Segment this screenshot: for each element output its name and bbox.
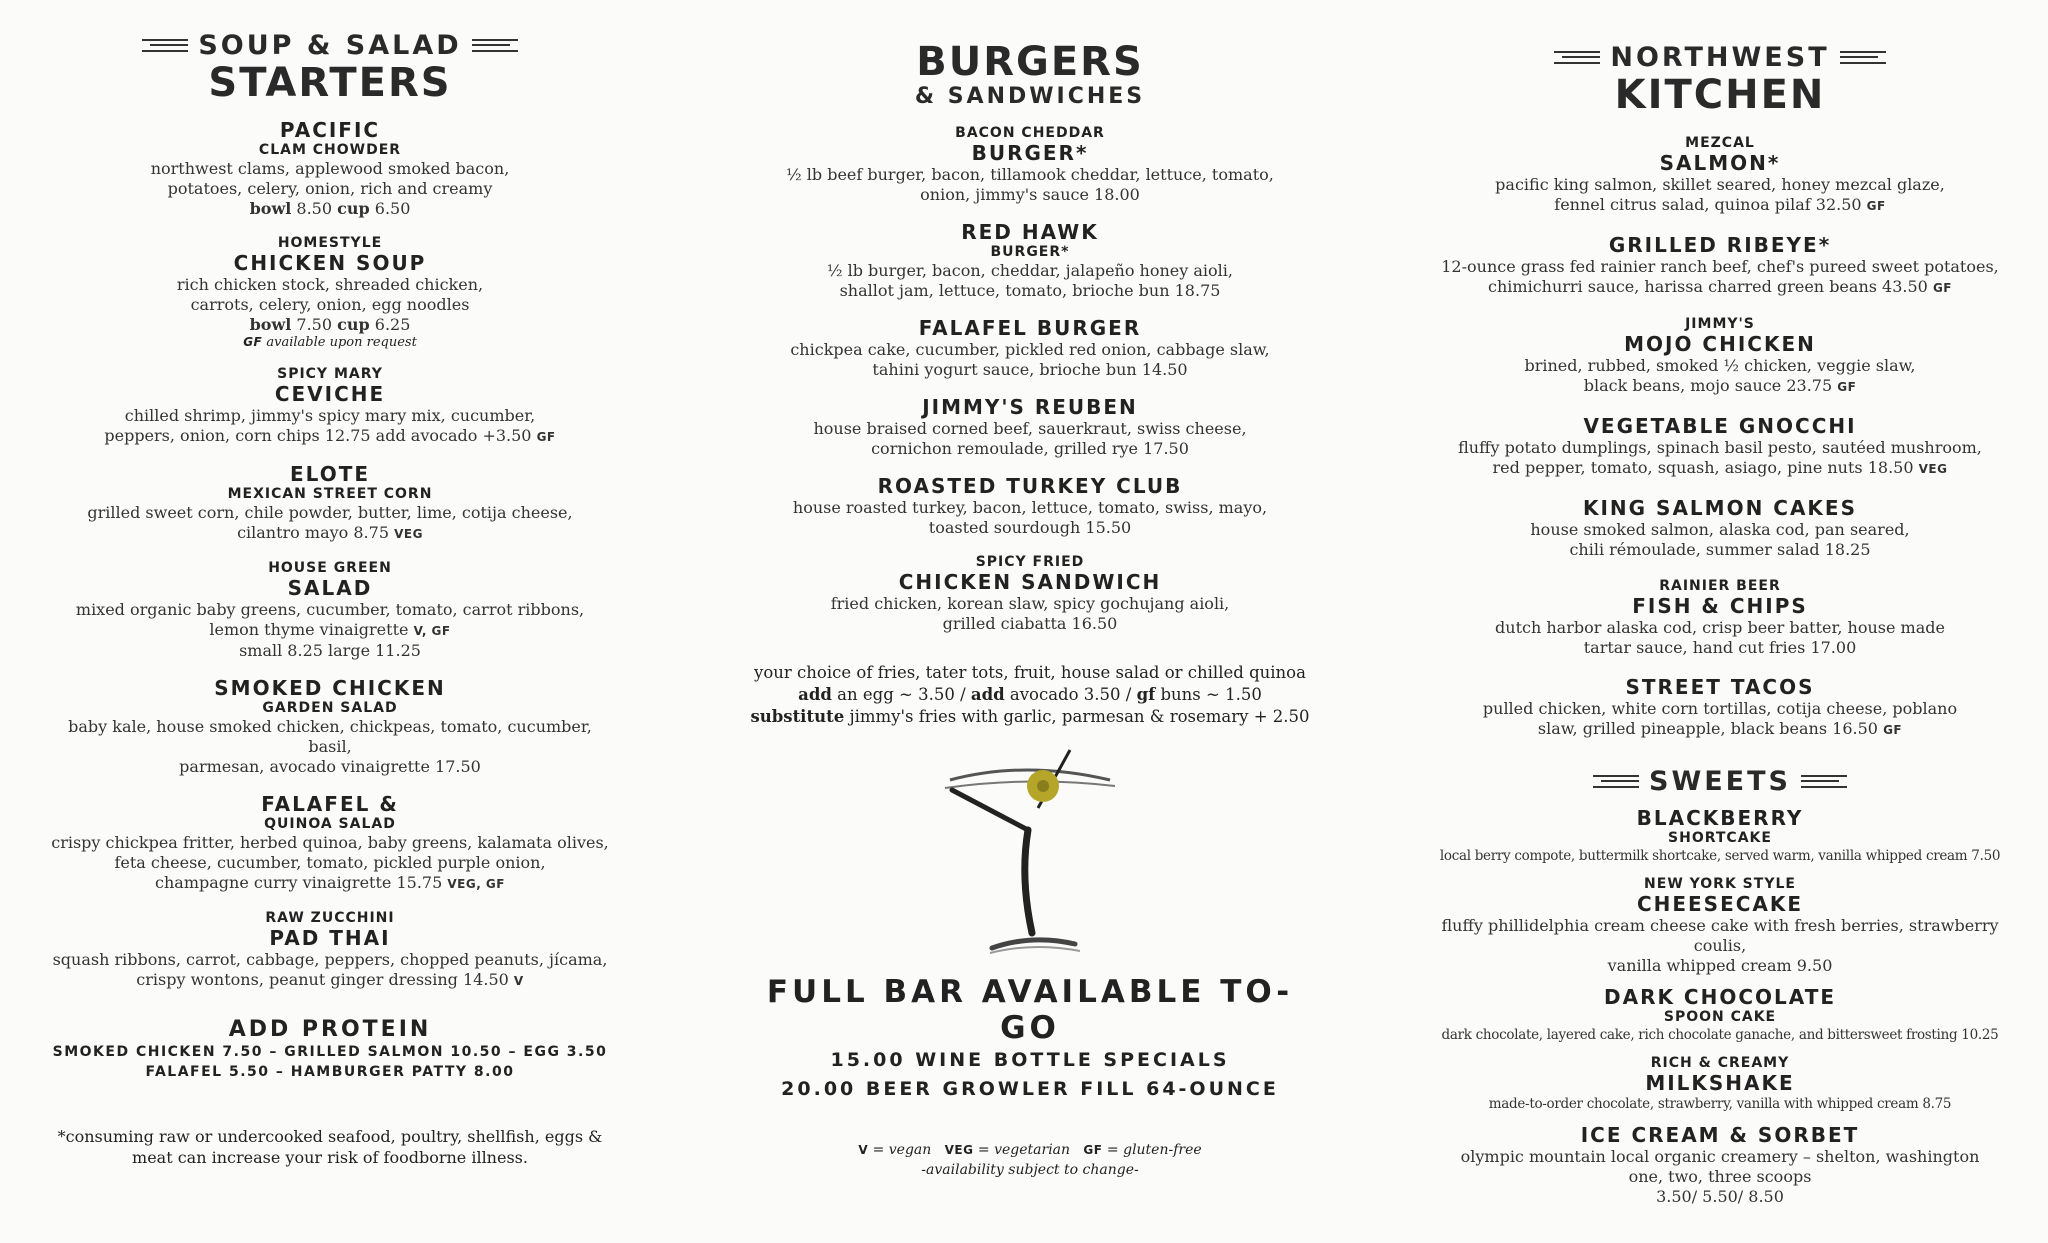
soup-salad-column xyxy=(40,0,620,1168)
description-line: tahini yogurt sauce, brioche bun 14.50 xyxy=(872,360,1188,379)
item-description xyxy=(40,641,620,661)
diet-tag: VEG xyxy=(1918,462,1948,476)
description-line: made-to-order chocolate, strawberry, vanilla with whipped cream 8.75 xyxy=(1488,1096,1952,1112)
diet-tag: V xyxy=(513,974,524,988)
item-prefix: RICH & CREAMY xyxy=(1650,1055,1790,1071)
item-description xyxy=(750,518,1310,538)
item-description xyxy=(1420,438,2020,458)
item-description xyxy=(750,281,1310,301)
item-name: PACIFIC xyxy=(279,118,381,142)
item-description xyxy=(1420,847,2020,866)
diet-tag: VEG, GF xyxy=(447,877,505,891)
description-line: peppers, onion, corn chips 12.75 add avocado +3.50 xyxy=(104,426,532,445)
item-subtitle: QUINOA SALAD xyxy=(264,816,396,832)
menu-item xyxy=(40,560,620,661)
diet-tag: GF xyxy=(1883,723,1903,737)
kitchen-list xyxy=(1420,135,2020,740)
description-line: olympic mountain local organic creamery – shelton, washington xyxy=(1460,1147,1980,1166)
keyword: add xyxy=(798,685,832,704)
item-description xyxy=(750,614,1310,634)
description-line: fried chicken, korean slaw, spicy gochujang aioli, xyxy=(830,594,1230,613)
item-name: GRILLED RIBEYE* xyxy=(1608,233,1832,257)
description-line: crispy wontons, peanut ginger dressing 14.50 xyxy=(136,970,509,989)
diet-tag: GF xyxy=(536,430,556,444)
item-prefix: MEZCAL xyxy=(1685,135,1755,151)
item-subtitle: SHORTCAKE xyxy=(1668,830,1772,846)
item-name: BURGER* xyxy=(971,141,1089,165)
description-line: crispy chickpea fritter, herbed quinoa, baby greens, kalamata olives, xyxy=(51,833,609,852)
description-line: onion, jimmy's sauce 18.00 xyxy=(920,185,1140,204)
item-name: KING SALMON CAKES xyxy=(1582,496,1857,520)
item-name: SALMON* xyxy=(1659,151,1781,175)
description-line: red pepper, tomato, squash, asiago, pine nuts 18.50 xyxy=(1492,458,1914,477)
add-ons-line xyxy=(750,684,1310,706)
item-subtitle: GARDEN SALAD xyxy=(262,700,398,716)
item-description xyxy=(40,873,620,894)
description-line: cornichon remoulade, grilled rye 17.50 xyxy=(871,439,1189,458)
item-description xyxy=(40,757,620,777)
soup-salad-header: SOUP & SALAD xyxy=(40,30,620,61)
item-prefix: BACON CHEDDAR xyxy=(955,125,1105,141)
menu-item xyxy=(1420,1124,2020,1207)
item-description xyxy=(40,620,620,641)
item-description xyxy=(1420,956,2020,976)
header-dash-icon xyxy=(142,39,188,52)
item-description xyxy=(1420,520,2020,540)
item-description xyxy=(40,717,620,757)
menu-item xyxy=(750,396,1310,459)
diet-tag: GF xyxy=(243,335,263,349)
item-description xyxy=(1420,277,2020,298)
growler-line: 20.00 BEER GROWLER FILL 64-OUNCE xyxy=(781,1078,1279,1100)
header-dash-icon xyxy=(472,39,518,52)
item-description xyxy=(1420,257,2020,277)
item-subtitle: MEXICAN STREET CORN xyxy=(227,486,433,502)
menu-item xyxy=(750,221,1310,301)
price-value: 7.50 xyxy=(296,315,333,334)
description-line: rich chicken stock, shreaded chicken, xyxy=(176,275,484,294)
diet-tag: GF xyxy=(1932,281,1952,295)
item-description xyxy=(1420,458,2020,479)
starters-title: STARTERS xyxy=(208,60,452,106)
menu-item xyxy=(40,235,620,350)
item-description xyxy=(1420,1095,2020,1114)
menu-item xyxy=(40,463,620,544)
header-dash-icon xyxy=(1801,775,1847,788)
description-line: fennel citrus salad, quinoa pilaf 32.50 xyxy=(1554,195,1862,214)
item-description xyxy=(1420,719,2020,740)
price-label: bowl xyxy=(249,199,292,218)
diet-legend: V = vegan VEG = vegetarian GF = gluten-free -availability subject to change- xyxy=(750,1140,1310,1180)
menu-item xyxy=(1420,876,2020,976)
item-description xyxy=(750,594,1310,614)
description-line: local berry compote, buttermilk shortcake, served warm, vanilla whipped cream 7.50 xyxy=(1439,848,2001,864)
item-description xyxy=(750,185,1310,205)
sweets-list xyxy=(1420,807,2020,1207)
protein-line: FALAFEL 5.50 – HAMBURGER PATTY 8.00 xyxy=(145,1064,515,1080)
item-name: FALAFEL & xyxy=(261,792,399,816)
item-description xyxy=(40,503,620,523)
item-description xyxy=(40,853,620,873)
item-description xyxy=(750,439,1310,459)
description-line: carrots, celery, onion, egg noodles xyxy=(190,295,470,314)
wine-special-line: 15.00 WINE BOTTLE SPECIALS xyxy=(830,1049,1230,1071)
menu-item xyxy=(1420,986,2020,1045)
description-line: house roasted turkey, bacon, lettuce, tomato, swiss, mayo, xyxy=(792,498,1268,517)
item-description xyxy=(1420,638,2020,658)
item-prefix: HOMESTYLE xyxy=(277,235,383,251)
item-name: ELOTE xyxy=(290,462,370,486)
description-line: shallot jam, lettuce, tomato, brioche bun 18.75 xyxy=(839,281,1221,300)
price-label: cup xyxy=(337,315,370,334)
diet-tag: VEG xyxy=(394,527,423,541)
burgers-list xyxy=(750,125,1310,634)
choice-text: avocado 3.50 / xyxy=(1004,685,1137,704)
keyword: substitute xyxy=(750,707,845,726)
diet-tag: GF xyxy=(1837,380,1857,394)
diet-tag: V, GF xyxy=(413,624,451,638)
martini-glass-icon xyxy=(930,748,1130,958)
substitute-line xyxy=(750,706,1310,728)
item-name: BLACKBERRY xyxy=(1636,806,1804,830)
description-line: toasted sourdough 15.50 xyxy=(928,518,1132,537)
menu-item xyxy=(1420,578,2020,658)
description-line: chilled shrimp, jimmy's spicy mary mix, cucumber, xyxy=(124,406,536,425)
description-line: 3.50/ 5.50/ 8.50 xyxy=(1656,1187,1784,1206)
menu-item xyxy=(1420,497,2020,560)
description-line: black beans, mojo sauce 23.75 xyxy=(1583,376,1833,395)
description-line: chili rémoulade, summer salad 18.25 xyxy=(1569,540,1871,559)
kitchen-column xyxy=(1420,0,2020,1207)
item-description xyxy=(1420,540,2020,560)
item-description xyxy=(1420,618,2020,638)
header-dash-icon xyxy=(1593,775,1639,788)
protein-line: SMOKED CHICKEN 7.50 – GRILLED SALMON 10.50 – EGG 3.50 xyxy=(52,1044,608,1060)
description-line: baby kale, house smoked chicken, chickpeas, tomato, cucumber, basil, xyxy=(68,717,592,756)
item-prefix: HOUSE GREEN xyxy=(268,560,392,576)
description-line: fluffy potato dumplings, spinach basil pesto, sautéed mushroom, xyxy=(1458,438,1982,457)
price-label: cup xyxy=(337,199,370,218)
description-line: slaw, grilled pineapple, black beans 16.50 xyxy=(1537,719,1878,738)
kitchen-title: KITCHEN xyxy=(1614,72,1826,118)
item-name: MOJO CHICKEN xyxy=(1624,332,1816,356)
description-line: chimichurri sauce, harissa charred green beans 43.50 xyxy=(1488,277,1928,296)
item-name: MILKSHAKE xyxy=(1645,1071,1795,1095)
item-description xyxy=(40,275,620,295)
item-price xyxy=(40,199,620,219)
description-line: squash ribbons, carrot, cabbage, peppers, chopped peanuts, jícama, xyxy=(52,950,608,969)
diet-tag: GF xyxy=(1866,199,1886,213)
menu-item xyxy=(750,475,1310,538)
item-description xyxy=(40,426,620,447)
item-name: SALAD xyxy=(287,576,373,600)
item-description xyxy=(40,833,620,853)
description-line: northwest clams, applewood smoked bacon, xyxy=(150,159,510,178)
item-name: CHICKEN SOUP xyxy=(233,251,427,275)
item-prefix: RAW ZUCCHINI xyxy=(265,910,395,926)
description-line: pulled chicken, white corn tortillas, cotija cheese, poblano xyxy=(1482,699,1958,718)
menu-item xyxy=(750,554,1310,634)
item-name: DARK CHOCOLATE xyxy=(1603,985,1836,1009)
description-line: vanilla whipped cream 9.50 xyxy=(1607,956,1833,975)
item-prefix: JIMMY'S xyxy=(1685,316,1755,332)
item-prefix: NEW YORK STYLE xyxy=(1644,876,1796,892)
description-line: fluffy phillidelphia cream cheese cake with fresh berries, strawberry coulis, xyxy=(1441,916,1999,955)
menu-item xyxy=(1420,415,2020,479)
description-line: parmesan, avocado vinaigrette 17.50 xyxy=(179,757,481,776)
sides-choice: your choice of fries, tater tots, fruit, house salad or chilled quinoa add an egg ~ 3.50 / add avocado 3.50 / gf buns ~ 1.50 substitute jimmy's fries with garlic, parmesan & rosemary + 2.50 xyxy=(750,663,1310,726)
menu-item xyxy=(1420,316,2020,397)
starters-list xyxy=(40,119,620,991)
burgers-title: BURGERS xyxy=(916,39,1144,85)
item-subtitle: BURGER* xyxy=(990,244,1070,260)
item-name: FISH & CHIPS xyxy=(1632,594,1808,618)
item-name: JIMMY'S REUBEN xyxy=(922,395,1138,419)
item-name: SMOKED CHICKEN xyxy=(214,676,446,700)
description-line: house braised corned beef, sauerkraut, swiss cheese, xyxy=(813,419,1247,438)
item-name: CHICKEN SANDWICH xyxy=(898,570,1162,594)
item-description xyxy=(1420,175,2020,195)
add-protein-title: ADD PROTEIN xyxy=(228,1017,432,1042)
item-description xyxy=(1420,195,2020,216)
header-dash-icon xyxy=(1554,51,1600,64)
item-description xyxy=(40,950,620,970)
price-label: bowl xyxy=(249,315,292,334)
description-line: ½ lb burger, bacon, cheddar, jalapeño honey aioli, xyxy=(826,261,1233,280)
description-line: lemon thyme vinaigrette xyxy=(209,620,409,639)
item-description xyxy=(750,261,1310,281)
description-line: house smoked salmon, alaska cod, pan seared, xyxy=(1530,520,1910,539)
item-name: VEGETABLE GNOCCHI xyxy=(1583,414,1857,438)
menu-item xyxy=(40,366,620,447)
item-description xyxy=(750,498,1310,518)
menu-item xyxy=(1420,135,2020,216)
item-description xyxy=(750,419,1310,439)
item-description xyxy=(1420,916,2020,956)
description-line: chickpea cake, cucumber, pickled red onion, cabbage slaw, xyxy=(790,340,1270,359)
northwest-header: NORTHWEST xyxy=(1420,42,2020,73)
item-name: STREET TACOS xyxy=(1625,675,1815,699)
choice-text: jimmy's fries with garlic, parmesan & rosemary + 2.50 xyxy=(844,707,1310,726)
header-dash-icon xyxy=(1840,51,1886,64)
item-note xyxy=(40,335,620,350)
item-description xyxy=(1420,1167,2020,1187)
item-name: RED HAWK xyxy=(961,220,1099,244)
description-line: grilled ciabatta 16.50 xyxy=(942,614,1118,633)
full-bar-title: FULL BAR AVAILABLE TO-GO xyxy=(766,974,1294,1046)
menu-item xyxy=(750,317,1310,380)
description-line: 12-ounce grass fed rainier ranch beef, chef's pureed sweet potatoes, xyxy=(1441,257,1999,276)
item-name: PAD THAI xyxy=(269,926,391,950)
menu-item xyxy=(40,793,620,894)
item-name: CHEESECAKE xyxy=(1636,892,1804,916)
menu-item xyxy=(1420,1055,2020,1114)
item-description xyxy=(1420,356,2020,376)
item-description xyxy=(750,165,1310,185)
description-line: cilantro mayo 8.75 xyxy=(237,523,389,542)
description-line: dutch harbor alaska cod, crisp beer batter, house made xyxy=(1495,618,1945,637)
price-value: 6.25 xyxy=(374,315,411,334)
menu-item xyxy=(750,125,1310,205)
menu-item xyxy=(40,677,620,777)
item-description xyxy=(40,523,620,544)
sandwiches-subtitle: & SANDWICHES xyxy=(914,84,1146,109)
item-name: ICE CREAM & SORBET xyxy=(1580,1123,1860,1147)
item-subtitle: SPOON CAKE xyxy=(1663,1009,1777,1025)
item-name: FALAFEL BURGER xyxy=(918,316,1142,340)
choice-text: an egg ~ 3.50 / xyxy=(831,685,971,704)
item-prefix: SPICY FRIED xyxy=(975,554,1085,570)
description-line: feta cheese, cucumber, tomato, pickled purple onion, xyxy=(114,853,546,872)
item-description xyxy=(40,600,620,620)
item-description xyxy=(750,360,1310,380)
burgers-column xyxy=(750,0,1310,1180)
description-line: small 8.25 large 11.25 xyxy=(239,641,421,660)
description-line: grilled sweet corn, chile powder, butter, lime, cotija cheese, xyxy=(87,503,573,522)
item-description xyxy=(40,179,620,199)
foodborne-footnote: *consuming raw or undercooked seafood, poultry, shellfish, eggs & meat can increase your risk of foodborne illness. xyxy=(57,1127,603,1167)
menu-item xyxy=(1420,807,2020,866)
item-prefix: SPICY MARY xyxy=(277,366,383,382)
item-description xyxy=(40,406,620,426)
item-name: CEVICHE xyxy=(274,382,386,406)
item-subtitle: CLAM CHOWDER xyxy=(258,142,402,158)
menu-item xyxy=(40,910,620,991)
price-value: 6.50 xyxy=(374,199,411,218)
item-description xyxy=(1420,1026,2020,1045)
description-line: potatoes, celery, onion, rich and creamy xyxy=(167,179,493,198)
item-description xyxy=(750,340,1310,360)
description-line: pacific king salmon, skillet seared, honey mezcal glaze, xyxy=(1495,175,1945,194)
item-description xyxy=(40,159,620,179)
menu-item xyxy=(40,119,620,219)
item-price xyxy=(40,315,620,335)
menu-item xyxy=(1420,676,2020,740)
description-line: brined, rubbed, smoked ½ chicken, veggie slaw, xyxy=(1524,356,1916,375)
item-description xyxy=(1420,1187,2020,1207)
description-line: mixed organic baby greens, cucumber, tomato, carrot ribbons, xyxy=(75,600,585,619)
item-description xyxy=(1420,1147,2020,1167)
choice-text: buns ~ 1.50 xyxy=(1155,685,1262,704)
description-line: champagne curry vinaigrette 15.75 xyxy=(155,873,443,892)
item-prefix: RAINIER BEER xyxy=(1659,578,1781,594)
sweets-header: SWEETS xyxy=(1420,766,2020,797)
keyword: gf xyxy=(1136,685,1156,704)
price-value: 8.50 xyxy=(296,199,333,218)
item-description xyxy=(1420,699,2020,719)
item-name: ROASTED TURKEY CLUB xyxy=(877,474,1183,498)
note-text: available upon request xyxy=(266,335,417,350)
item-description xyxy=(1420,376,2020,397)
availability-note: -availability subject to change- xyxy=(921,1162,1139,1178)
description-line: ½ lb beef burger, bacon, tillamook cheddar, lettuce, tomato, xyxy=(786,165,1274,184)
description-line: dark chocolate, layered cake, rich chocolate ganache, and bittersweet frosting 10.25 xyxy=(1441,1027,1999,1043)
description-line: one, two, three scoops xyxy=(1628,1167,1812,1186)
keyword: add xyxy=(970,685,1005,704)
menu-item xyxy=(1420,234,2020,298)
description-line: tartar sauce, hand cut fries 17.00 xyxy=(1583,638,1857,657)
item-description xyxy=(40,970,620,991)
item-description xyxy=(40,295,620,315)
